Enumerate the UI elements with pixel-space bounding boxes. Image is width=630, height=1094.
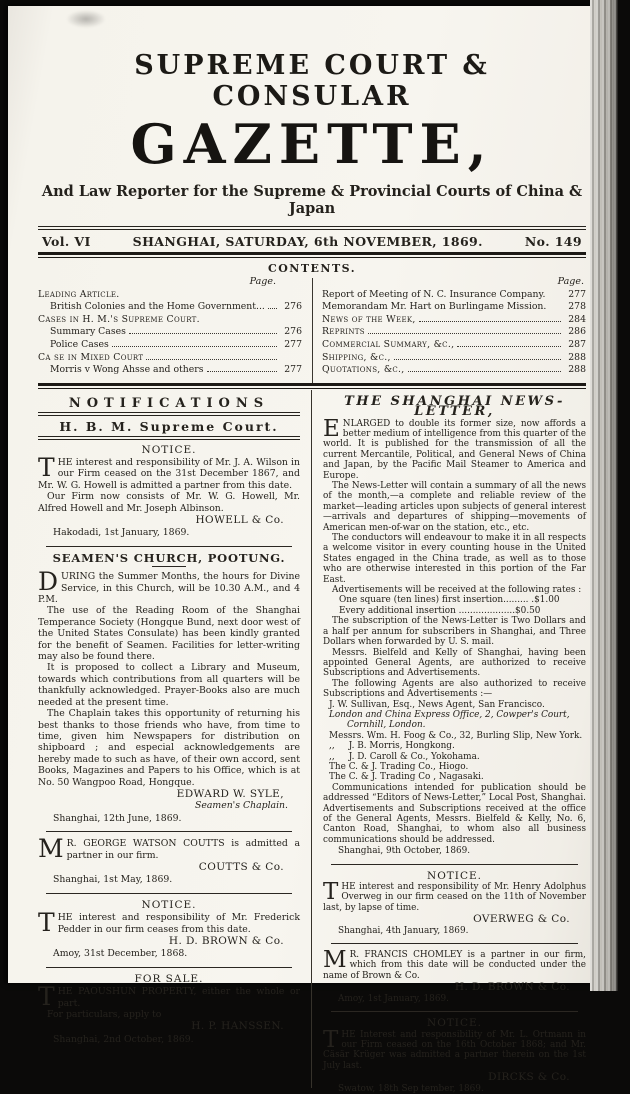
contents-entry: Cases in H. M.'s Supreme Court. xyxy=(38,313,200,325)
notifications-header: NOTIFICATIONS xyxy=(68,395,270,411)
newsletter-paragraph: The subscription of the News-Letter is Two Dollars and a half per annum for subscribers in Shanghai, and Three Dollars when forwarded by U. S. mail. xyxy=(323,616,586,648)
separator-rule xyxy=(331,1011,578,1012)
notice-paragraph: THE Interest and responsibility of Mr. L. Ortmann in our Firm ceased on the 16th October 1868; and Mr. Cäsär Krüger was admitted a partner therein on the 1st July last. xyxy=(323,1026,586,1071)
news-letter-prospectus xyxy=(323,393,586,857)
notice-paragraph: The Chaplain takes this opportunity of returning his best thanks to those friends who have, from time to time, given him Newspapers for distribution on shipboard ; and especial acknowledgements are hereby made to such as have, of their own accord, sent Books, Magazines and Papers to his Office, which is at No. 50 Wangpoo Road, Hongque. xyxy=(38,708,300,788)
column-divider xyxy=(311,390,312,1088)
notice-paragraph: THE interest and responsibility of Mr. J. A. Wilson in our Firm ceased on the 31st December 1867, and Mr. W. G. Howell is admitted a partner from this date. xyxy=(38,452,300,491)
newsletter-paragraph: Messrs. Bielfeld and Kelly of Shanghai, having been appointed General Agents, are authorized to receive Subscriptions and Advertisements. xyxy=(323,647,586,679)
double-rule xyxy=(38,412,300,416)
notice-paragraph: MR. GEORGE WATSON COUTTS is admitted a partner in our firm. xyxy=(38,834,300,864)
place-date-line: Shanghai, 4th January, 1869. xyxy=(338,925,469,936)
place-date-line: Shanghai, 1st May, 1869. xyxy=(53,874,173,886)
place-date-line: Amoy, 1st January, 1869. xyxy=(338,993,449,1004)
newsletter-paragraph: Advertisements will be received at the following rates : xyxy=(332,585,582,596)
contents-table xyxy=(38,276,586,383)
contents-entry: Leading Article. xyxy=(38,288,120,300)
separator-rule xyxy=(46,546,292,547)
notice-chomley xyxy=(323,947,586,1004)
gazette-scanned-page xyxy=(8,6,612,1094)
separator-rule xyxy=(46,893,292,894)
ad-rate-line: Every additional insertion ....................$0.50 xyxy=(339,605,541,616)
short-rule xyxy=(152,566,186,567)
notice-pedder: NOTICE. THE interest and responsibility of Mr. Frederick Pedder in our firm ceases from this date. H. D. BROWN & Co. Amoy, 31st December, 1868. xyxy=(38,898,300,960)
contents-entry: British Colonies and the Home Government... 276 xyxy=(50,301,302,313)
signature-title: Seamen's Chaplain. xyxy=(194,800,288,812)
contents-entry: Morris v Wong Ahsse and others 277 xyxy=(50,364,302,376)
contents-entry: Reprints 286 xyxy=(322,326,586,338)
notice-wilson-howell: NOTICE. THE interest and responsibility of Mr. J. A. Wilson in our Firm ceased on the 31st December 1867, and Mr. W. G. Howell is admitted a partner from this date. Our Firm now consists of Mr. W. G. Howell, Mr. Alfred Howell and Mr. Joseph Albinson. HOWELL & Co. Hakodadi, 1st January, 1869. xyxy=(38,443,300,539)
notice-paragraph: THE PAOUSHUN PROPERTY, either the whole or part. xyxy=(38,982,300,1012)
newsletter-paragraph: The News-Letter will contain a summary of all the news of the month,—a complete and reliable review of the market—leading articles upon subjects of general interest—arrivals and departures of shipping—movements of American men-of-war on the station, etc., etc. xyxy=(323,481,586,533)
agent-line: London and China Express Office, 2, Cowper's Court, Cornhill, London. xyxy=(329,709,570,731)
contents-entry: Ca se in Mixed Court xyxy=(38,352,302,365)
notice-paragraph: MR. FRANCIS CHOMLEY is a partner in our firm, which from this date will be conducted under the name of Brown & Co. xyxy=(323,947,586,981)
agent-line: Messrs. Wm. H. Foog & Co., 32, Burling Slip, New York. xyxy=(329,730,583,741)
signature: HOWELL & Co. xyxy=(195,514,284,526)
contents-heading: CONTENTS. xyxy=(267,262,357,275)
volume-label: Vol. VI xyxy=(42,234,91,249)
notice-paragraph: The use of the Reading Room of the Shanghai Temperance Society (Hongque Bund, next door west of the United States Consulate) has been kindly granted for the benefit of Seamen. Facilities for letter-writing may also be found there. xyxy=(38,605,300,663)
newsletter-paragraph: The following Agents are also authorized to receive Subscriptions and Advertisements :— xyxy=(323,678,586,700)
dateline-text: SHANGHAI, SATURDAY, 6th NOVEMBER, 1869. xyxy=(132,234,483,249)
agent-line: The C. & J. Trading Co , Nagasaki. xyxy=(329,772,484,783)
masthead-title-line2: GAZETTE, xyxy=(130,112,494,176)
separator-rule xyxy=(46,831,292,832)
contents-entry: Shipping, &c., 288 xyxy=(322,351,586,363)
notice-paragraph: DURING the Summer Months, the hours for Divine Service, in this Church, will be 10.30 A.M., and 4 P.M. xyxy=(38,567,300,606)
masthead-subtitle: And Law Reporter for the Supreme & Provincial Courts of China & Japan xyxy=(41,183,583,217)
newsletter-paragraph: The conductors will endeavour to make it in all respects a welcome visitor in every counting house in the United States engaged in the China trade, as well as to those who are otherwise interested in this portion of the Far East. xyxy=(323,533,586,585)
newsletter-paragraph: ENLARGED to double its former size, now affords a better medium of intelligence from this quarter of the world. It is published for the transmission of all the current Mercantile, Political, and General News of China and Japan, by the Pacific Mail Steamer to America and Europe. xyxy=(323,415,586,481)
page-column-label: Page. xyxy=(557,276,584,287)
notice-ortmann: NOTICE. THE Interest and responsibility of Mr. L. Ortmann in our Firm ceased on the 16th October 1868; and Mr. Cäsär Krüger was admitted a partner therein on the 1st July last. DIRCKS & Co. Swatow, 18th Sep tember, 1869. xyxy=(323,1017,586,1094)
signature: COUTTS & Co. xyxy=(198,860,284,873)
ad-rate-line: One square (ten lines) first insertion......... .$1.00 xyxy=(339,595,560,606)
contents-entry: Commercial Summary, &c., 287 xyxy=(322,338,586,350)
contents-entry: Report of Meeting of N. C. Insurance Company. 277 xyxy=(322,288,586,300)
place-date-line: Hakodadi, 1st January, 1869. xyxy=(53,527,190,539)
signature: H. D. BROWN & Co. xyxy=(454,981,570,994)
notice-paragraph: Our Firm now consists of Mr. W. G. Howell, Mr. Alfred Howell and Mr. Joseph Albinson. xyxy=(38,491,300,514)
book-page-stack-edge xyxy=(590,0,618,991)
contents-entry: News of the Week, 284 xyxy=(322,313,586,325)
signature: H. P. HANSSEN. xyxy=(191,1020,284,1033)
agent-line: The C. & J. Trading Co., Hiogo. xyxy=(329,761,469,772)
contents-entry: Memorandam Mr. Hart on Burlingame Mission. 278 xyxy=(322,301,586,313)
notice-coutts xyxy=(38,834,300,886)
place-date-line: Shanghai, 2nd October, 1869. xyxy=(53,1033,194,1045)
issue-number: No. 149 xyxy=(524,234,582,249)
section-heading: SEAMEN'S CHURCH, POOTUNG. xyxy=(52,550,286,565)
masthead-title-line1: SUPREME COURT & CONSULAR xyxy=(134,50,490,112)
heavy-rule-top xyxy=(38,252,586,258)
signature: H. D. BROWN & Co. xyxy=(168,935,284,947)
agent-line: ,, J. D. Caroll & Co., Yokohama. xyxy=(329,751,480,762)
contents-entry: Quotations, &c., 288 xyxy=(322,364,586,376)
place-date-line: Shanghai, 12th June, 1869. xyxy=(53,812,182,824)
place-date-line: Amoy, 31st December, 1868. xyxy=(53,948,188,960)
seamens-church-notice xyxy=(38,550,300,824)
signature: EDWARD W. SYLE, xyxy=(176,787,284,800)
notice-for-sale: FOR SALE. THE PAOUSHUN PROPERTY, either the whole or part. For particulars, apply to H. P. HANSSEN. Shanghai, 2nd October, 1869. xyxy=(38,972,300,1045)
signature: DIRCKS & Co. xyxy=(488,1071,570,1084)
heavy-rule-contents-bottom xyxy=(38,383,586,389)
agent-line: ,, J. B. Morris, Hongkong. xyxy=(329,741,455,752)
agent-line: J. W. Sullivan, Esq., News Agent, San Francisco. xyxy=(329,699,545,710)
dateline-row xyxy=(38,230,586,252)
newsletter-paragraph: Communications intended for publication should be addressed “Editors of News-Letter,” Local Post, Shanghai. Advertisements and Subscriptions received at the office of the General Agents, Messrs. Bielfeld & Kelly, No. 6, Canton Road, Shanghai, to whom also all business communications should be addressed. xyxy=(323,782,586,845)
signature: OVERWEG & Co. xyxy=(473,913,570,926)
contents-column-divider xyxy=(312,278,313,383)
notice-paragraph: For particulars, apply to xyxy=(47,1009,162,1021)
place-date-line: Shanghai, 9th October, 1869. xyxy=(338,846,471,857)
right-column xyxy=(311,390,586,1094)
supreme-court-header: H. B. M. Supreme Court. xyxy=(59,419,279,435)
notice-overweg: NOTICE. THE interest and responsibility of Mr. Henry Adolphus Overweg in our firm ceased on the 11th of November last, by lapse of time. OVERWEG & Co. Shanghai, 4th January, 1869. xyxy=(323,869,586,936)
left-column xyxy=(38,390,311,1094)
notice-paragraph: THE interest and responsibility of Mr. Henry Adolphus Overweg in our firm ceased on the 11th of November last, by lapse of time. xyxy=(323,879,586,913)
separator-rule xyxy=(331,943,578,944)
place-date-line: Swatow, 18th Sep tember, 1869. xyxy=(338,1083,484,1094)
contents-entry: Summary Cases 276 xyxy=(50,326,302,338)
page-column-label: Page. xyxy=(249,276,276,287)
contents-entry: Police Cases 277 xyxy=(50,338,302,350)
double-rule xyxy=(38,436,300,440)
notice-paragraph: It is proposed to collect a Library and Museum, towards which contributions from all quarters will be thankfully acknowledged. Prayer-Books also are much needed at the present time. xyxy=(38,662,300,708)
separator-rule xyxy=(331,864,578,865)
separator-rule xyxy=(46,967,292,968)
newsletter-heading: THE SHANGHAI NEWS-LETTER, xyxy=(344,393,565,420)
notice-paragraph: THE interest and responsibility of Mr. Frederick Pedder in our firm ceases from this date. xyxy=(38,908,300,938)
